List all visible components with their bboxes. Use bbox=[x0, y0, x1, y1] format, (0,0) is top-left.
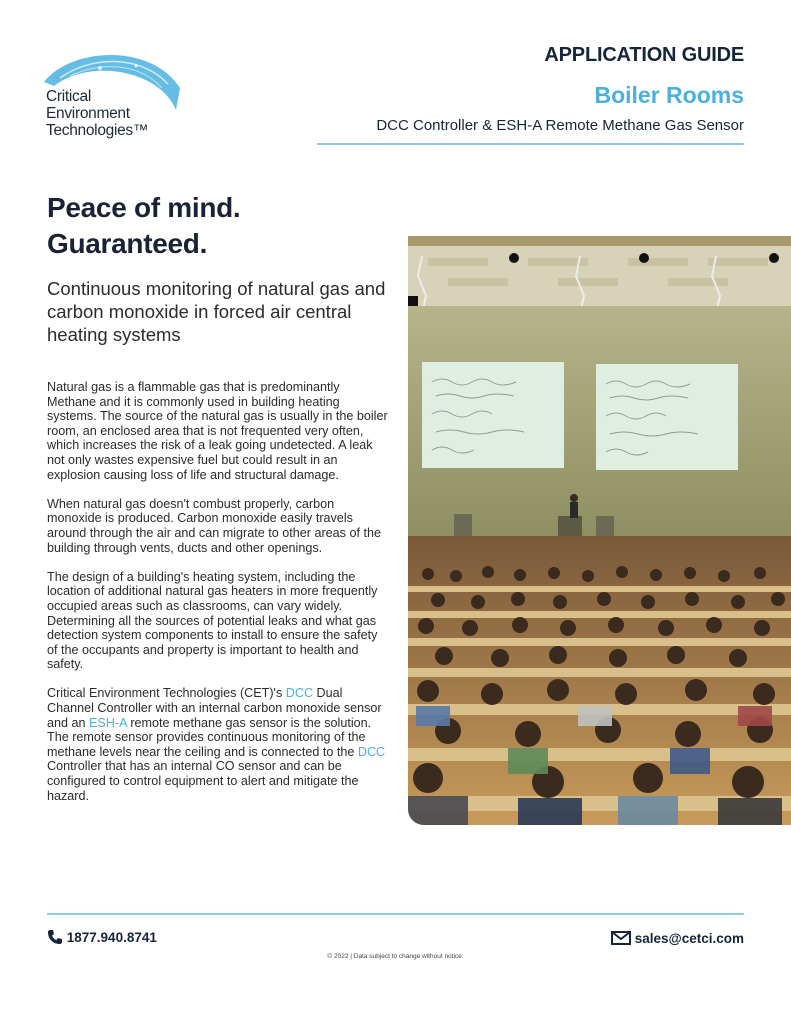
dcc-link-2[interactable]: DCC bbox=[357, 744, 386, 759]
company-logo bbox=[40, 48, 190, 148]
lecture-hall-illustration bbox=[408, 236, 791, 825]
footer-divider bbox=[47, 913, 744, 915]
lede-paragraph: Continuous monitoring of natural gas and carbon monoxide in forced air central heating systems bbox=[47, 278, 386, 345]
dcc-link[interactable]: DCC bbox=[285, 686, 314, 701]
page-headline bbox=[47, 190, 240, 262]
paragraph-4-text-d: Controller that has an internal CO sensor and can be configured to control equipment to alert and mitigate the hazard. bbox=[47, 759, 359, 803]
email-address: sales@cetci.com bbox=[634, 931, 744, 947]
logo-wordmark bbox=[46, 88, 148, 139]
headline-line-2: Guaranteed. bbox=[47, 228, 208, 259]
paragraph-3: The design of a building's heating system, including the location of additional natural gas heaters in more frequently occupied areas such as classrooms, can vary widely. Determining all the sources of potential leaks and what gas detection system components to install to ensure the safety of the occupants and property is important to health and safety. bbox=[47, 569, 378, 672]
logo-line-3: Technologies™ bbox=[46, 122, 149, 139]
phone-contact[interactable] bbox=[47, 929, 157, 948]
copyright-note: © 2022 | Data subject to change without notice. bbox=[327, 953, 464, 960]
paragraph-1: Natural gas is a flammable gas that is predominantly Methane and it is commonly used in building heating systems. The source of the natural gas is usually in the boiler room, an enclosed area that is not frequented very often, which increases the risk of a leak going undetected. A leak not only wastes expensive fuel but could result in an explosion causing loss of life and structural damage. bbox=[47, 380, 388, 482]
esh-a-link[interactable]: ESH-A bbox=[89, 715, 127, 730]
document-topic: Boiler Rooms bbox=[594, 82, 744, 108]
paragraph-4-text-a: Critical Environment Technologies (CET)'s bbox=[47, 686, 286, 701]
logo-line-2: Environment bbox=[46, 105, 130, 122]
phone-icon bbox=[47, 929, 63, 948]
paragraph-4-text-b: Dual Channel Controller with an internal carbon monoxide sensor and an bbox=[47, 686, 382, 730]
paragraph-4 bbox=[47, 686, 389, 803]
phone-number: 1877.940.8741 bbox=[66, 930, 157, 946]
document-type: APPLICATION GUIDE bbox=[544, 44, 744, 66]
paragraph-4-text-c: remote methane gas sensor is the solution. The remote sensor provides continuous monitoring of the methane levels near the ceiling and is connected to the bbox=[47, 715, 372, 759]
headline-line-1: Peace of mind. bbox=[47, 192, 241, 223]
lecture-hall-photo bbox=[408, 236, 791, 825]
product-line: DCC Controller & ESH-A Remote Methane Gas Sensor bbox=[376, 117, 744, 134]
logo-line-1: Critical bbox=[46, 88, 91, 105]
email-contact[interactable] bbox=[611, 931, 744, 948]
body-text bbox=[47, 380, 389, 818]
header-divider bbox=[317, 143, 744, 145]
paragraph-2: When natural gas doesn't combust properly, carbon monoxide is produced. Carbon monoxide easily travels around through the air and can migrate to other areas of the building through vents, ducts and other openings. bbox=[47, 496, 381, 555]
envelope-icon bbox=[611, 931, 631, 948]
